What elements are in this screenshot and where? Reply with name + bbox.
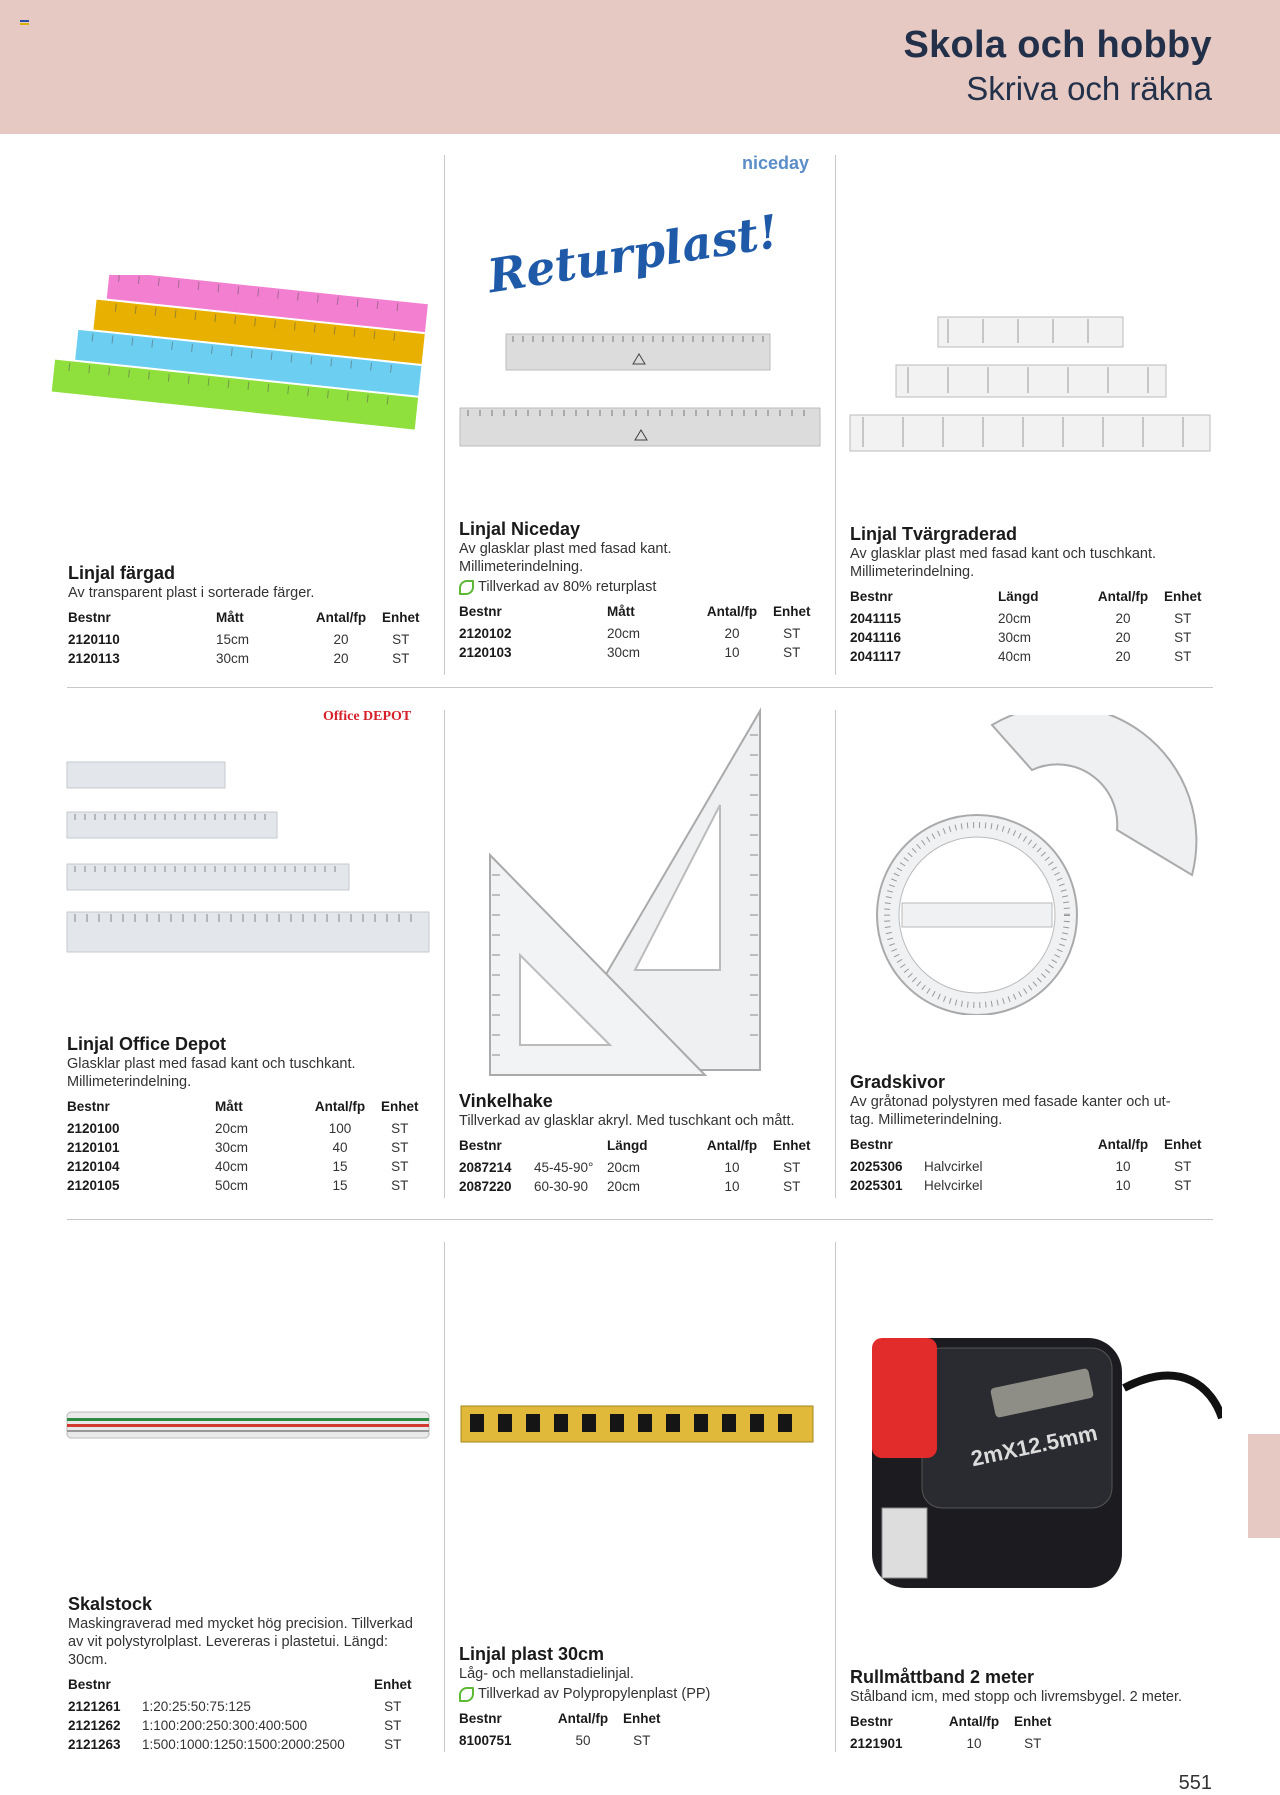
- niceday-rulers-image: [458, 330, 823, 450]
- product-title: Linjal Tvärgraderad: [850, 524, 1018, 544]
- cell: 10: [724, 1179, 740, 1194]
- product-rullmattband: [850, 1666, 1225, 1753]
- eco-text: Tillverkad av Polypropylenplast (PP): [478, 1686, 711, 1702]
- col-header: Längd: [998, 589, 1039, 604]
- col-header: Antal/fp: [948, 1714, 1000, 1729]
- flag-icon: [20, 20, 29, 27]
- table-row: [459, 643, 811, 662]
- table-row: [850, 609, 1202, 628]
- cell: 2120104: [67, 1159, 120, 1174]
- column-divider: [444, 1242, 445, 1752]
- cell: 10: [724, 645, 740, 660]
- cell: 10: [724, 1160, 740, 1175]
- product-title: Linjal plast 30cm: [459, 1644, 605, 1664]
- product-title: Vinkelhake: [459, 1091, 553, 1111]
- col-header: Antal/fp: [1097, 1137, 1149, 1152]
- cell: 20cm: [607, 1179, 641, 1194]
- col-header: Antal/fp: [314, 1099, 366, 1114]
- cell: ST: [1174, 611, 1192, 626]
- col-header: Bestnr: [68, 1677, 111, 1692]
- cell: 20cm: [215, 1121, 249, 1136]
- table-row: [459, 1158, 811, 1177]
- product-title: Gradskivor: [850, 1072, 946, 1092]
- section-tab: [1248, 1434, 1280, 1538]
- cell: 2120102: [459, 626, 512, 641]
- cell: 2041115: [850, 611, 902, 626]
- cell: 2120113: [68, 651, 120, 666]
- cell: 2087220: [459, 1179, 512, 1194]
- product-description: Av glasklar plast med fasad kant och tuschkant.: [850, 546, 1157, 562]
- cell: ST: [783, 1160, 801, 1175]
- cell: 20: [1115, 649, 1131, 664]
- cell: 30cm: [998, 630, 1032, 645]
- table-row: [68, 1735, 412, 1754]
- cell: 20: [333, 651, 349, 666]
- school-ruler-image: [460, 1402, 815, 1446]
- col-header: Bestnr: [850, 1714, 893, 1729]
- table-row: [850, 1157, 1202, 1176]
- col-header: Mått: [215, 1099, 243, 1114]
- cell: 50: [575, 1733, 591, 1748]
- column-divider: [835, 710, 836, 1198]
- table-row: [67, 1157, 419, 1176]
- cell: ST: [391, 1159, 409, 1174]
- col-header: Antal/fp: [706, 1138, 758, 1153]
- col-header: [924, 1137, 1082, 1157]
- product-table: [459, 1138, 811, 1196]
- table-row: [68, 1697, 412, 1716]
- cell: ST: [384, 1718, 402, 1733]
- col-header: Antal/fp: [1097, 589, 1149, 604]
- cell: 15: [332, 1159, 348, 1174]
- protractors-image: [862, 715, 1202, 1015]
- cell: 20: [724, 626, 740, 641]
- cell: 20: [1115, 611, 1131, 626]
- svg-text:2mX12.5mm: 2mX12.5mm: [968, 1420, 1100, 1472]
- col-header: Enhet: [382, 610, 420, 625]
- table-row: [68, 630, 420, 649]
- office-depot-rulers-image: [65, 758, 435, 958]
- cell: ST: [783, 645, 801, 660]
- cell: 15cm: [216, 632, 250, 647]
- cell: 40cm: [215, 1159, 249, 1174]
- cell: 10: [1115, 1178, 1131, 1193]
- product-linjal-tvargraderad: [850, 523, 1220, 666]
- cell: ST: [1024, 1736, 1042, 1751]
- cell: ST: [1174, 1178, 1192, 1193]
- col-header: Bestnr: [459, 1711, 502, 1726]
- cell: 2120105: [67, 1178, 120, 1193]
- product-title: Linjal Office Depot: [67, 1034, 227, 1054]
- col-header: Bestnr: [850, 1137, 893, 1152]
- cell: 2121901: [850, 1736, 903, 1751]
- cell: 2120101: [67, 1140, 120, 1155]
- cell: ST: [783, 626, 801, 641]
- product-skalstock: [68, 1593, 443, 1754]
- product-description: Millimeterindelning.: [67, 1074, 192, 1090]
- returplast-stamp: Returplast!: [484, 204, 783, 304]
- table-row: [850, 1734, 1052, 1753]
- cross-graduated-rulers-image: [848, 315, 1213, 455]
- product-description: Av transparent plast i sorterade färger.: [68, 585, 315, 601]
- cell: 10: [966, 1736, 982, 1751]
- product-description: Tillverkad av glasklar akryl. Med tuschkant och mått.: [459, 1113, 795, 1129]
- cell: 20cm: [607, 1160, 641, 1175]
- product-description: av vit polystyrolplast. Levereras i plastetui. Längd:: [68, 1634, 388, 1650]
- col-header: Antal/fp: [557, 1711, 609, 1726]
- cell: 10: [1115, 1159, 1131, 1174]
- product-table: [459, 604, 811, 662]
- leaf-icon: [459, 580, 474, 595]
- cell: 2121263: [68, 1737, 121, 1752]
- col-header: Mått: [216, 610, 244, 625]
- table-row: [850, 628, 1202, 647]
- col-header: Bestnr: [459, 1138, 502, 1153]
- product-description: 30cm.: [68, 1652, 108, 1668]
- cell: 50cm: [215, 1178, 249, 1193]
- cell: 60-30-90: [534, 1179, 589, 1194]
- column-divider: [444, 155, 445, 675]
- leaf-icon: [459, 1687, 474, 1702]
- product-title: Linjal färgad: [68, 563, 176, 583]
- product-vinkelhake: [459, 1090, 829, 1196]
- col-header: [142, 1677, 374, 1697]
- cell: 15: [332, 1178, 348, 1193]
- cell: 20: [1115, 630, 1131, 645]
- table-row: [68, 649, 420, 668]
- product-title: Linjal Niceday: [459, 519, 581, 539]
- col-header: Bestnr: [68, 610, 111, 625]
- cell: 40cm: [998, 649, 1032, 664]
- cell: 2121261: [68, 1699, 121, 1714]
- product-title: Skalstock: [68, 1594, 153, 1614]
- product-table: [459, 1711, 661, 1750]
- cell: ST: [1174, 1159, 1192, 1174]
- cell: Halvcirkel: [924, 1159, 983, 1174]
- set-squares-image: [480, 705, 780, 1085]
- col-header: Antal/fp: [315, 610, 367, 625]
- product-gradskivor: [850, 1071, 1220, 1195]
- row-divider: [67, 687, 1213, 688]
- cell: 100: [328, 1121, 352, 1136]
- cell: 1:20:25:50:75:125: [142, 1699, 251, 1714]
- cell: 2121262: [68, 1718, 121, 1733]
- product-table: [850, 1714, 1052, 1753]
- cell: ST: [1174, 649, 1192, 664]
- cell: ST: [384, 1737, 402, 1752]
- column-divider: [444, 710, 445, 1198]
- col-header: Bestnr: [459, 604, 502, 619]
- cell: 30cm: [215, 1140, 249, 1155]
- product-table: [68, 1677, 412, 1754]
- cell: 8100751: [459, 1733, 512, 1748]
- cell: ST: [783, 1179, 801, 1194]
- cell: 2120110: [68, 632, 120, 647]
- table-row: [850, 647, 1202, 666]
- col-header: [534, 1138, 607, 1158]
- product-title: Rullmåttband 2 meter: [850, 1667, 1035, 1687]
- table-row: [67, 1138, 419, 1157]
- product-description: Stålband icm, med stopp och livremsbygel. 2 meter.: [850, 1689, 1183, 1705]
- product-description: Glasklar plast med fasad kant och tuschkant.: [67, 1056, 356, 1072]
- product-description: Maskingraverad med mycket hög precision. Tillverkad: [68, 1616, 413, 1632]
- cell: 30cm: [216, 651, 250, 666]
- cell: 30cm: [607, 645, 641, 660]
- col-header: Enhet: [1014, 1714, 1052, 1729]
- product-linjal-plast: [459, 1643, 829, 1750]
- col-header: Mått: [607, 604, 635, 619]
- product-table: [67, 1099, 419, 1195]
- eco-text: Tillverkad av 80% returplast: [478, 579, 657, 595]
- col-header: Enhet: [374, 1677, 412, 1692]
- column-divider: [835, 155, 836, 675]
- row-divider: [67, 1219, 1213, 1220]
- page-header: [0, 0, 1280, 134]
- table-row: [67, 1176, 419, 1195]
- product-description: Av glasklar plast med fasad kant.: [459, 541, 672, 557]
- col-header: Enhet: [773, 1138, 811, 1153]
- eco-note: [459, 578, 829, 596]
- scale-ruler-image: [66, 1408, 430, 1442]
- cell: ST: [392, 632, 410, 647]
- cell: 2025301: [850, 1178, 903, 1193]
- niceday-logo: niceday: [742, 153, 810, 173]
- col-header: Enhet: [1164, 1137, 1202, 1152]
- product-linjal-fargad: [68, 562, 438, 668]
- tape-measure-image: [862, 1318, 1222, 1598]
- cell: 20cm: [998, 611, 1032, 626]
- product-table: [68, 610, 420, 668]
- column-divider: [835, 1242, 836, 1752]
- col-header: Längd: [607, 1138, 648, 1153]
- product-linjal-niceday: [459, 518, 829, 662]
- cell: 2120100: [67, 1121, 120, 1136]
- col-header: Bestnr: [850, 589, 893, 604]
- table-row: [459, 1731, 661, 1750]
- cell: ST: [392, 651, 410, 666]
- product-linjal-office-depot: [67, 1033, 437, 1195]
- product-table: [850, 589, 1202, 666]
- table-row: [68, 1716, 412, 1735]
- table-row: [459, 624, 811, 643]
- cell: ST: [1174, 630, 1192, 645]
- eco-note: [459, 1685, 829, 1703]
- cell: 2025306: [850, 1159, 903, 1174]
- product-table: [850, 1137, 1202, 1195]
- col-header: Enhet: [1164, 589, 1202, 604]
- cell: 1:100:200:250:300:400:500: [142, 1718, 308, 1733]
- cell: 1:500:1000:1250:1500:2000:2500: [142, 1737, 345, 1752]
- table-row: [67, 1119, 419, 1138]
- col-header: Antal/fp: [706, 604, 758, 619]
- cell: ST: [391, 1140, 409, 1155]
- cell: 45-45-90°: [534, 1160, 594, 1175]
- colored-rulers-image: [50, 275, 430, 465]
- cell: 2120103: [459, 645, 512, 660]
- product-description: Millimeterindelning.: [850, 564, 975, 580]
- product-description: Av gråtonad polystyren med fasade kanter och ut-: [850, 1094, 1171, 1110]
- table-row: [850, 1176, 1202, 1195]
- cell: 20: [333, 632, 349, 647]
- page-number: 551: [1178, 1772, 1212, 1794]
- cell: 2087214: [459, 1160, 512, 1175]
- col-header: Enhet: [623, 1711, 661, 1726]
- cell: ST: [384, 1699, 402, 1714]
- cell: 20cm: [607, 626, 641, 641]
- cell: ST: [391, 1121, 409, 1136]
- product-description: Millimeterindelning.: [459, 559, 584, 575]
- cell: 2041116: [850, 630, 902, 645]
- product-description: tag. Millimeterindelning.: [850, 1112, 1003, 1128]
- cell: 40: [332, 1140, 348, 1155]
- cell: Helvcirkel: [924, 1178, 983, 1193]
- page-subtitle: Skriva och räkna: [966, 70, 1212, 107]
- cell: 2041117: [850, 649, 902, 664]
- office-depot-logo: Office DEPOT: [323, 709, 412, 724]
- col-header: Enhet: [381, 1099, 419, 1114]
- page-title: Skola och hobby: [903, 24, 1212, 66]
- col-header: Bestnr: [67, 1099, 110, 1114]
- cell: ST: [633, 1733, 651, 1748]
- product-description: Låg- och mellanstadielinjal.: [459, 1666, 634, 1682]
- col-header: Enhet: [773, 604, 811, 619]
- table-row: [459, 1177, 811, 1196]
- cell: ST: [391, 1178, 409, 1193]
